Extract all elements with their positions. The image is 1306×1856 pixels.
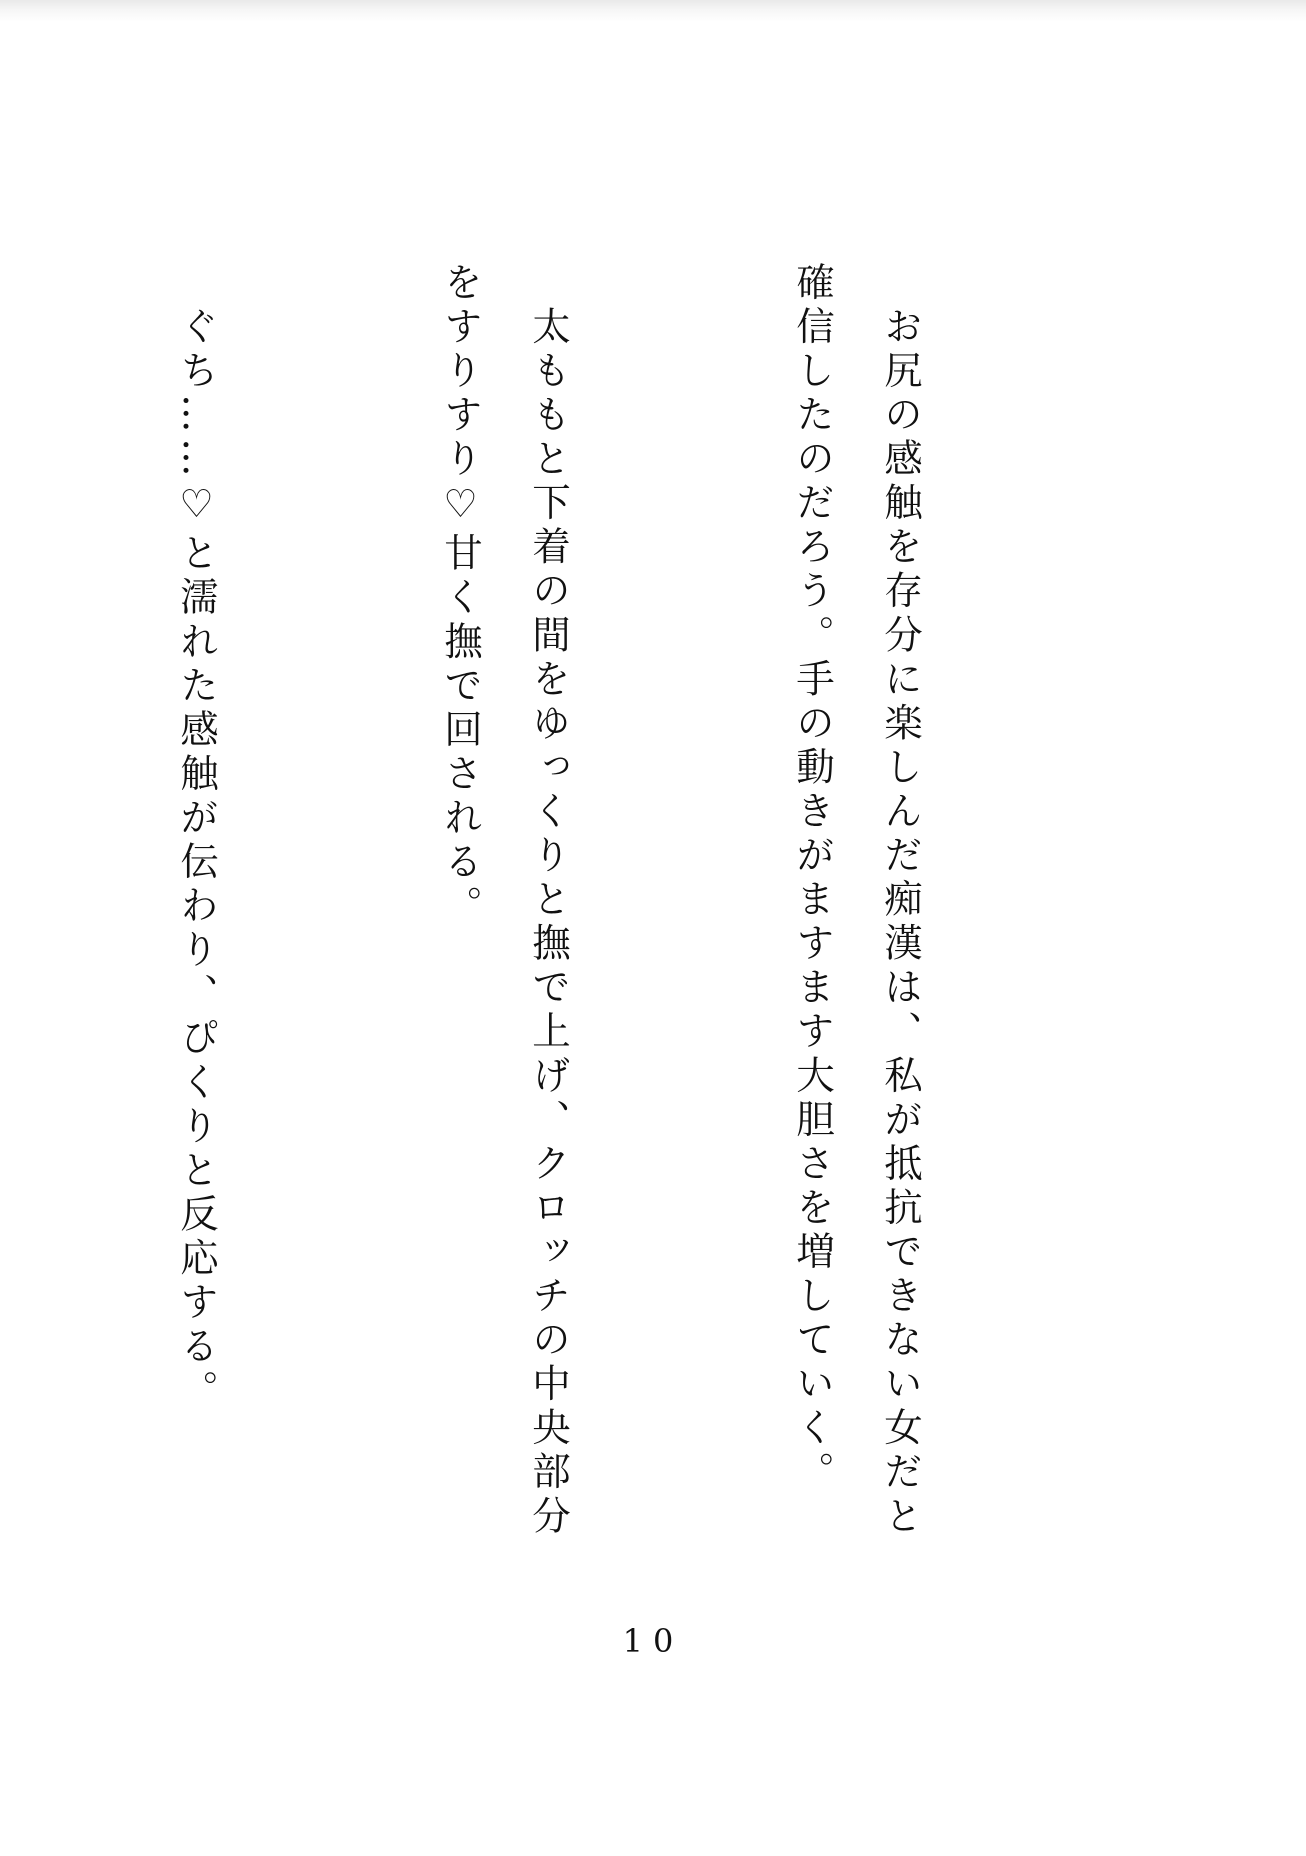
paragraph-2: 太ももと下着の間をゆっくりと撫で上げ、クロッチの中央部分をすりすり♡甘く撫で回される。 bbox=[438, 262, 571, 1540]
page-number: 10 bbox=[622, 1622, 684, 1660]
paragraph-3: ぐち……♡と濡れた感触が伝わり、ぴくりと反応する。 bbox=[174, 262, 219, 1414]
paragraph-1: お尻の感触を存分に楽しんだ痴漢は、私が抵抗できない女だと確信したのだろう。手の動きがますます大胆さを増していく。 bbox=[790, 262, 923, 1540]
vertical-text-body bbox=[150, 262, 1120, 1552]
page-top-shadow bbox=[0, 0, 1306, 22]
